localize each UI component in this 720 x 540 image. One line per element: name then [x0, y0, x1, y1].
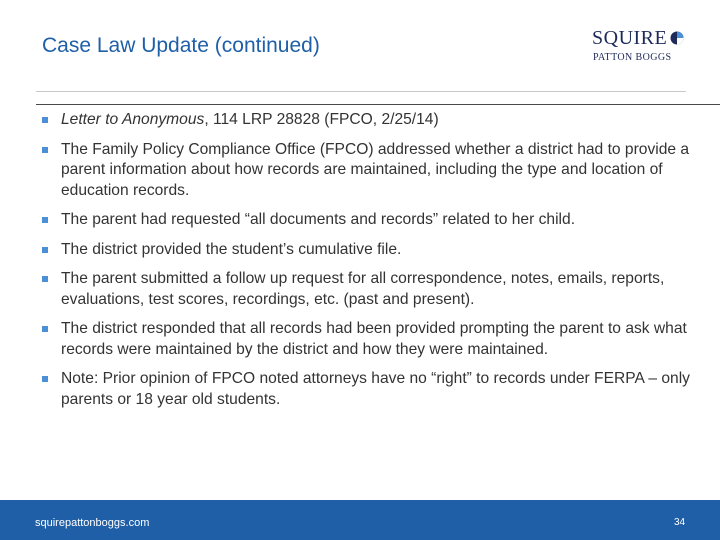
bullet-item	[42, 110, 692, 131]
bullet-item	[42, 140, 692, 202]
bullet-item	[42, 319, 692, 360]
page-number: 34	[674, 517, 686, 528]
bullet-item	[42, 240, 692, 261]
bullet-text: Note: Prior opinion of FPCO noted attorneys have no “right” to records under FERPA – only parents or 18 year old students.	[61, 370, 690, 408]
bullet-text: The parent had requested “all documents and records” related to her child.	[61, 211, 576, 228]
slide-title: Case Law Update (continued)	[42, 34, 320, 57]
logo-line-1: SQUIRE	[592, 27, 668, 49]
bullet-square-icon	[42, 147, 48, 153]
case-name: Letter to Anonymous	[61, 111, 205, 128]
logo-mark-icon	[670, 31, 684, 45]
bullet-item	[42, 269, 692, 310]
footer-bar	[0, 500, 720, 540]
bullet-item	[42, 210, 692, 231]
bullet-square-icon	[42, 326, 48, 332]
title-divider-thin	[36, 91, 686, 92]
logo-line-2: PATTON BOGGS	[593, 52, 672, 63]
bullet-list	[42, 110, 692, 419]
footer-url: squirepattonboggs.com	[35, 517, 150, 529]
bullet-text: The district responded that all records had been provided prompting the parent to ask what records were maintained by the district and how they were maintained.	[61, 320, 687, 358]
bullet-square-icon	[42, 276, 48, 282]
bullet-text: The district provided the student’s cumulative file.	[61, 240, 402, 258]
bullet-square-icon	[42, 217, 48, 223]
bullet-square-icon	[42, 376, 48, 382]
bullet-square-icon	[42, 247, 48, 253]
bullet-text: The parent submitted a follow up request for all correspondence, notes, emails, reports, evaluations, test scores, recordings, etc. (past and present).	[61, 270, 665, 308]
title-divider-dark	[36, 104, 720, 105]
bullet-text: , 114 LRP 28828 (FPCO, 2/25/14)	[204, 111, 439, 128]
company-logo	[592, 28, 692, 66]
bullet-square-icon	[42, 117, 48, 123]
bullet-item	[42, 369, 692, 410]
bullet-text: The Family Policy Compliance Office (FPCO) addressed whether a district had to provide a parent information about how records are maintained, including the type and location of education records.	[61, 140, 690, 199]
